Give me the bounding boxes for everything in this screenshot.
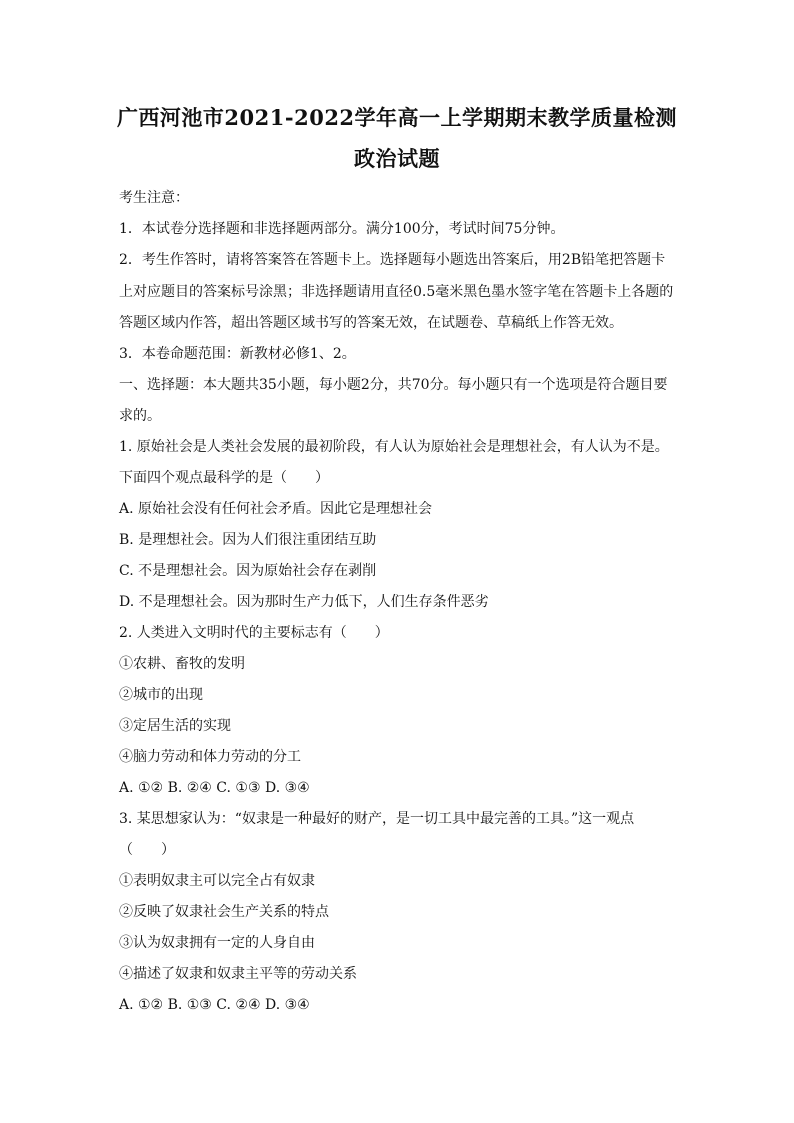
question-1-option-b: B. 是理想社会。因为人们很注重团结互助 <box>119 532 377 548</box>
section-heading: 一、选择题：本大题共35小题，每小题2分，共70分。每小题只有一个选项是符合题目要 <box>119 377 668 393</box>
notice-line: 答题区域内作答，超出答题区域书写的答案无效，在试题卷、草稿纸上作答无效。 <box>119 315 623 331</box>
section-heading-continued: 求的。 <box>119 408 161 424</box>
question-2-stem: 2. 人类进入文明时代的主要标志有（ ） <box>119 625 389 641</box>
question-2-item: ③定居生活的实现 <box>119 718 231 734</box>
question-1-option-a: A. 原始社会没有任何社会矛盾。因此它是理想社会 <box>119 501 433 517</box>
question-2-item: ②城市的出现 <box>119 687 203 703</box>
notice-line: 2．考生作答时，请将答案答在答题卡上。选择题每小题选出答案后，用2B铅笔把答题卡 <box>119 252 666 268</box>
question-3-item: ④描述了奴隶和奴隶主平等的劳动关系 <box>119 966 357 982</box>
question-1-stem-continued: 下面四个观点最科学的是（ ） <box>119 470 329 486</box>
question-3-choices: A. ①② B. ①③ C. ②④ D. ③④ <box>119 997 310 1013</box>
question-3-item: ③认为奴隶拥有一定的人身自由 <box>119 935 315 951</box>
question-3-stem: 3. 某思想家认为：“奴隶是一种最好的财产，是一切工具中最完善的工具。”这一观点 <box>119 811 635 827</box>
question-2-item: ④脑力劳动和体力劳动的分工 <box>119 749 301 765</box>
question-2-choices: A. ①② B. ②④ C. ①③ D. ③④ <box>119 780 310 796</box>
notice-line: 3．本卷命题范围：新教材必修1、2。 <box>119 346 356 362</box>
exam-subject-title: 政治试题 <box>354 146 440 171</box>
question-1-option-c: C. 不是理想社会。因为原始社会存在剥削 <box>119 563 377 579</box>
notice-line: 1．本试卷分选择题和非选择题两部分。满分100分，考试时间75分钟。 <box>119 221 565 237</box>
question-3-item: ②反映了奴隶社会生产关系的特点 <box>119 904 329 920</box>
notice-line: 上对应题目的答案标号涂黑；非选择题请用直径0.5毫米黑色墨水签字笔在答题卡上各题的 <box>119 284 674 300</box>
question-3-stem-continued: （ ） <box>119 842 175 858</box>
question-1-option-d: D. 不是理想社会。因为那时生产力低下，人们生存条件恶劣 <box>119 594 489 610</box>
exam-title: 广西河池市2021-2022学年高一上学期期末教学质量检测 <box>116 105 678 130</box>
question-2-item: ①农耕、畜牧的发明 <box>119 656 245 672</box>
question-3-item: ①表明奴隶主可以完全占有奴隶 <box>119 873 315 889</box>
question-1-stem: 1. 原始社会是人类社会发展的最初阶段，有人认为原始社会是理想社会，有人认为不是。 <box>119 439 669 455</box>
notice-label: 考生注意： <box>119 190 189 206</box>
